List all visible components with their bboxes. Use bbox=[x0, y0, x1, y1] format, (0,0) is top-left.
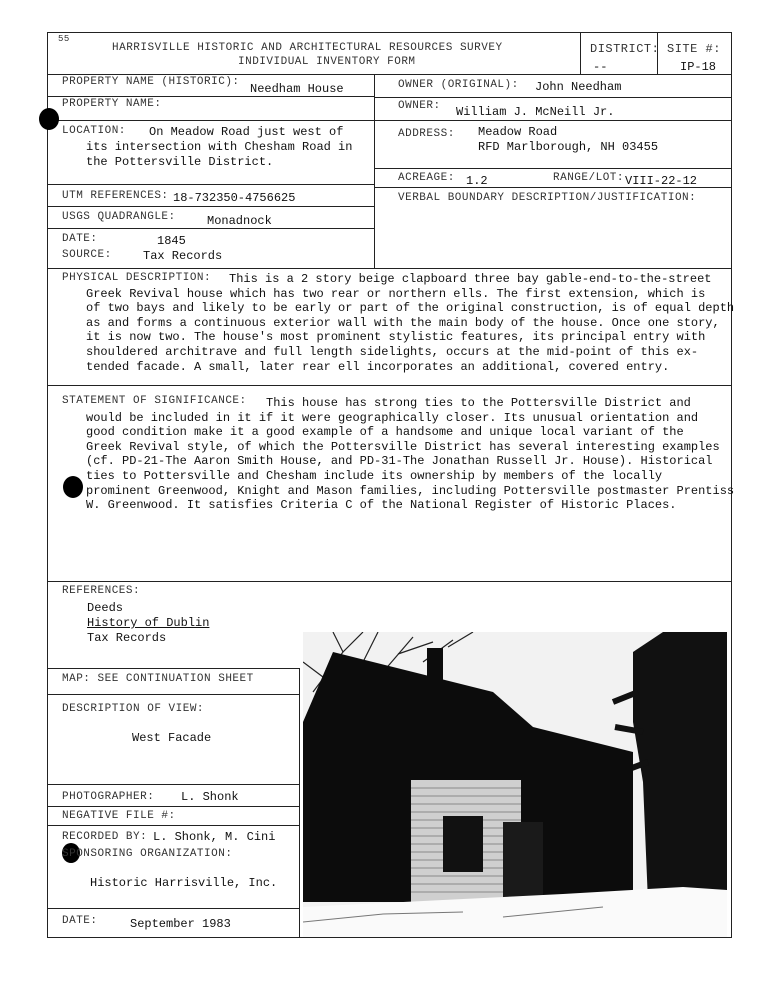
source-label: SOURCE: bbox=[62, 249, 112, 261]
location-line-3: the Pottersville District. bbox=[86, 155, 274, 169]
physical-line-2: Greek Revival house which has two rear or northern ells. The first extension, which is bbox=[86, 286, 706, 301]
negative-file-label: NEGATIVE FILE #: bbox=[62, 810, 176, 822]
punch-hole-top bbox=[39, 108, 59, 130]
center-divider bbox=[374, 74, 375, 268]
form-date-label: DATE: bbox=[62, 915, 98, 927]
references-label: REFERENCES: bbox=[62, 585, 141, 597]
rule-map bbox=[47, 694, 299, 695]
utm-label: UTM REFERENCES: bbox=[62, 190, 169, 202]
significance-line-5: (cf. PD-21-The Aaron Smith House, and PD-31-The Jonathan Russell Jr. House). Historical bbox=[86, 454, 713, 469]
acreage-value: 1.2 bbox=[466, 174, 488, 188]
common-name-label: PROPERTY NAME: bbox=[62, 98, 162, 110]
bottom-border bbox=[47, 937, 732, 938]
site-label: SITE #: bbox=[667, 42, 721, 56]
photographer-value: L. Shonk bbox=[181, 790, 239, 804]
sponsor-value: Historic Harrisville, Inc. bbox=[90, 876, 278, 890]
rule-physical bbox=[47, 385, 732, 386]
corner-mark: 55 bbox=[58, 34, 70, 44]
district-divider bbox=[580, 32, 581, 74]
location-line-2: its intersection with Chesham Road in bbox=[86, 140, 353, 154]
rule-references bbox=[47, 668, 299, 669]
physical-line-4: as and forms a continuous exterior wall with the main body of the house. Once one story, bbox=[86, 315, 720, 330]
rule-view bbox=[47, 784, 299, 785]
significance-line-1: This house has strong ties to the Pottersville District and bbox=[266, 396, 691, 410]
left-border bbox=[47, 32, 48, 938]
utm-value: 18-732350-4756625 bbox=[173, 191, 296, 205]
recorded-by-label: RECORDED BY: bbox=[62, 831, 148, 843]
significance-label: STATEMENT OF SIGNIFICANCE: bbox=[62, 395, 247, 407]
usgs-label: USGS QUADRANGLE: bbox=[62, 211, 176, 223]
owner-value: William J. McNeill Jr. bbox=[456, 105, 615, 119]
location-label: LOCATION: bbox=[62, 125, 126, 137]
rule-owner-orig bbox=[374, 97, 731, 98]
date-label: DATE: bbox=[62, 233, 98, 245]
usgs-value: Monadnock bbox=[207, 214, 272, 228]
acreage-label: ACREAGE: bbox=[398, 172, 455, 184]
significance-line-3: good condition make it a good example of a handsome and unique local variant of the bbox=[86, 425, 684, 440]
sponsor-label: SPONSORING ORGANIZATION: bbox=[62, 848, 233, 860]
rule-address bbox=[374, 168, 731, 169]
photo-divider bbox=[299, 668, 300, 938]
owner-original-value: John Needham bbox=[535, 80, 622, 94]
recorded-by-value: L. Shonk, M. Cini bbox=[153, 830, 276, 844]
top-border bbox=[47, 32, 732, 33]
rule-top-section bbox=[47, 268, 732, 269]
rule-location bbox=[47, 184, 374, 185]
map-label: MAP: SEE CONTINUATION SHEET bbox=[62, 673, 254, 685]
boundary-label: VERBAL BOUNDARY DESCRIPTION/JUSTIFICATION: bbox=[398, 192, 697, 204]
physical-line-3: of two bays and likely to be early or part of the original construction, is of equal depth bbox=[86, 301, 735, 316]
district-label: DISTRICT: bbox=[590, 42, 660, 56]
address-line-2: RFD Marlborough, NH 03455 bbox=[478, 140, 659, 154]
view-label: DESCRIPTION OF VIEW: bbox=[62, 703, 205, 715]
rule-usgs bbox=[47, 228, 374, 229]
location-line-1: On Meadow Road just west of bbox=[149, 125, 344, 139]
header-rule bbox=[47, 74, 732, 75]
physical-line-6: shouldered architrave and full length sidelights, occurs at the mid-point of this ex- bbox=[86, 345, 699, 359]
photographer-label: PHOTOGRAPHER: bbox=[62, 791, 155, 803]
reference-item-3: Tax Records bbox=[87, 631, 167, 645]
form-title: INDIVIDUAL INVENTORY FORM bbox=[238, 56, 416, 68]
significance-line-6: ties to Pottersville and Chesham include its ownership by members of the locally bbox=[86, 469, 663, 483]
rule-utm bbox=[47, 206, 374, 207]
site-value: IP-18 bbox=[680, 60, 717, 74]
form-date-value: September 1983 bbox=[130, 917, 231, 931]
range-lot-value: VIII-22-12 bbox=[625, 174, 698, 188]
rule-name bbox=[47, 96, 374, 97]
rule-photographer bbox=[47, 806, 299, 807]
significance-line-7: prominent Greenwood, Knight and Mason families, including Pottersville postmaster Prentiss bbox=[86, 483, 735, 498]
reference-item-2: History of Dublin bbox=[87, 616, 210, 630]
physical-line-5: it is now two. The house's most prominent stylistic features, its principal entry with bbox=[86, 330, 706, 345]
date-value: 1845 bbox=[157, 234, 186, 248]
view-value: West Facade bbox=[132, 731, 212, 745]
historic-name-label: PROPERTY NAME (HISTORIC): bbox=[62, 76, 240, 88]
rule-negative bbox=[47, 825, 299, 826]
rule-sponsor bbox=[47, 908, 299, 909]
house-photograph bbox=[303, 632, 727, 937]
rule-significance bbox=[47, 581, 732, 582]
punch-hole-middle bbox=[63, 476, 83, 498]
source-value: Tax Records bbox=[143, 249, 223, 263]
range-lot-label: RANGE/LOT: bbox=[553, 172, 625, 184]
historic-name-value: Needham House bbox=[250, 82, 344, 96]
district-value: -- bbox=[593, 60, 608, 74]
physical-line-1: This is a 2 story beige clapboard three bay gable-end-to-the-street bbox=[229, 272, 712, 286]
owner-label: OWNER: bbox=[398, 100, 441, 112]
owner-original-label: OWNER (ORIGINAL): bbox=[398, 79, 519, 91]
physical-label: PHYSICAL DESCRIPTION: bbox=[62, 272, 212, 284]
rule-owner bbox=[374, 120, 731, 121]
address-line-1: Meadow Road bbox=[478, 125, 558, 139]
significance-line-8: W. Greenwood. It satisfies Criteria C of the National Register of Historic Places. bbox=[86, 498, 677, 513]
survey-title: HARRISVILLE HISTORIC AND ARCHITECTURAL RESOURCES SURVEY bbox=[112, 42, 503, 54]
address-label: ADDRESS: bbox=[398, 128, 455, 140]
rule-common-name bbox=[47, 120, 374, 121]
significance-line-4: Greek Revival style, of which the Pottersville District has several interesting examples bbox=[86, 439, 720, 454]
significance-line-2: would be included in it if it were geographically closer. Its unusual orientation and bbox=[86, 410, 699, 425]
physical-line-7: tended facade. A small, later rear ell incorporates an additional, covered entry. bbox=[86, 359, 670, 374]
reference-item-1: Deeds bbox=[87, 601, 124, 615]
